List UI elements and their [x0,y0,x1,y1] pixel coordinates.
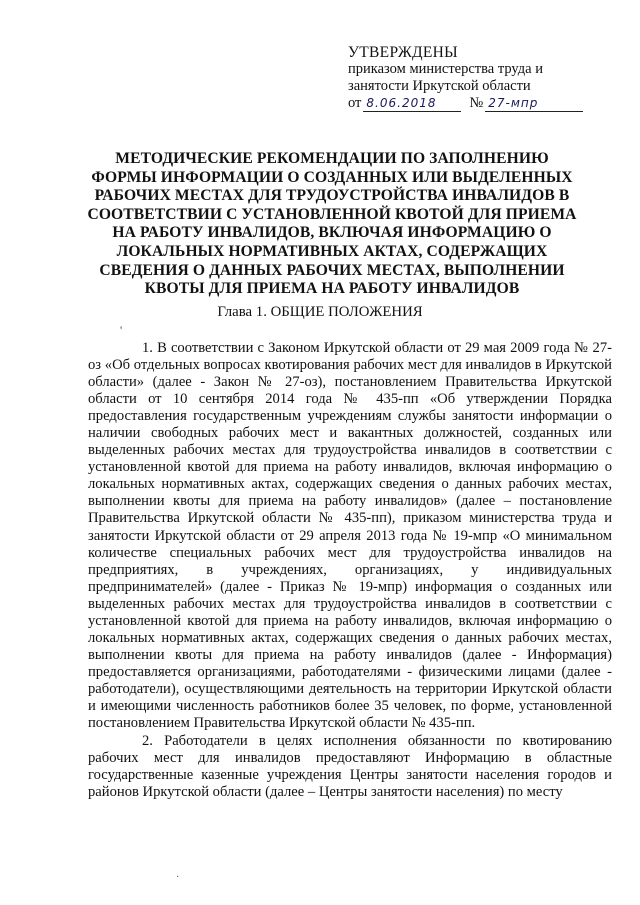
approval-block [348,44,610,112]
paragraph-2: 2. Работодатели в целях исполнения обязанности по квотированию рабочих мест для инвалидов предоставляют Информацию в областные государственные казенные учреждения Центры занятости населения городов и районов Иркутской области (далее – Центры занятости населения) по месту [88,733,612,801]
document-title: МЕТОДИЧЕСКИЕ РЕКОМЕНДАЦИИ ПО ЗАПОЛНЕНИЮ ФОРМЫ ИНФОРМАЦИИ О СОЗДАННЫХ ИЛИ ВЫДЕЛЕННЫХ РАБОЧИХ МЕСТАХ ДЛЯ ТРУДОУСТРОЙСТВА ИНВАЛИДОВ В СООТВЕТСТВИИ С УСТАНОВЛЕННОЙ КВОТОЙ ДЛЯ ПРИЕМА НА РАБОТУ ИНВАЛИДОВ, ВКЛЮЧАЯ ИНФОРМАЦИЮ О ЛОКАЛЬНЫХ НОРМАТИВНЫХ АКТАХ, СОДЕРЖАЩИХ СВЕДЕНИЯ О ДАННЫХ РАБОЧИХ МЕСТАХ, ВЫПОЛНЕНИИ КВОТЫ ДЛЯ ПРИЕМА НА РАБОТУ ИНВАЛИДОВ [87,150,577,298]
chapter-heading: Глава 1. ОБЩИЕ ПОЛОЖЕНИЯ [217,304,423,320]
scan-speck: · [176,872,180,883]
approval-line-2: занятости Иркутской области [348,78,531,94]
approval-line-1: приказом министерства труда и [348,61,543,77]
scan-mark: ' [120,323,123,337]
document-body [88,340,612,801]
paragraph-1: 1. В соответствии с Законом Иркутской области от 29 мая 2009 года № 27-оз «Об отдельных вопросах квотирования рабочих мест для инвалидов в Иркутской области» (далее - Закон № 27-оз), постановлением Правительства Иркутской области от 10 сентября 2014 года № 435-пп «Об утверждении Порядка предоставления государственным учреждениям службы занятости информации о наличии свободных рабочих мест и вакантных должностей, созданных или выделенных рабочих местах для трудоустройства инвалидов в соответствии с установленной квотой для приема на работу инвалидов, включая информацию о локальных нормативных актах, содержащих сведения о данных рабочих местах, выполнении квоты для приема на работу инвалидов» (далее – постановление Правительства Иркутской области № 435-пп), приказом министерства труда и занятости Иркутской области от 29 апреля 2013 года № 19-мпр «О минимальном количестве специальных рабочих мест для трудоустройства инвалидов на предприятиях, в учреждениях, организациях, у индивидуальных предпринимателей» (далее - Приказ № 19-мпр) информация о созданных или выделенных рабочих местах для трудоустройства инвалидов в соответствии с установленной квотой для приема на работу инвалидов, включая информацию о локальных нормативных актах, содержащих сведения о данных рабочих местах, выполнении квоты для приема на работу инвалидов (далее - Информация) предоставляется организациями, работодателями - физическими лицами (далее - работодатели), осуществляющими деятельность на территории Иркутской области и имеющими численность работников более 35 человек, по форме, установленной постановлением Правительства Иркутской области № 435-пп. [88,340,612,732]
number-sign: № [469,95,484,111]
approval-heading: УТВЕРЖДЕНЫ [348,44,458,61]
handwritten-date: 8.06.2018 [363,96,461,112]
date-prefix: от [348,95,362,111]
handwritten-number: 27-мпр [485,96,583,112]
approval-date-number-row [348,95,610,112]
